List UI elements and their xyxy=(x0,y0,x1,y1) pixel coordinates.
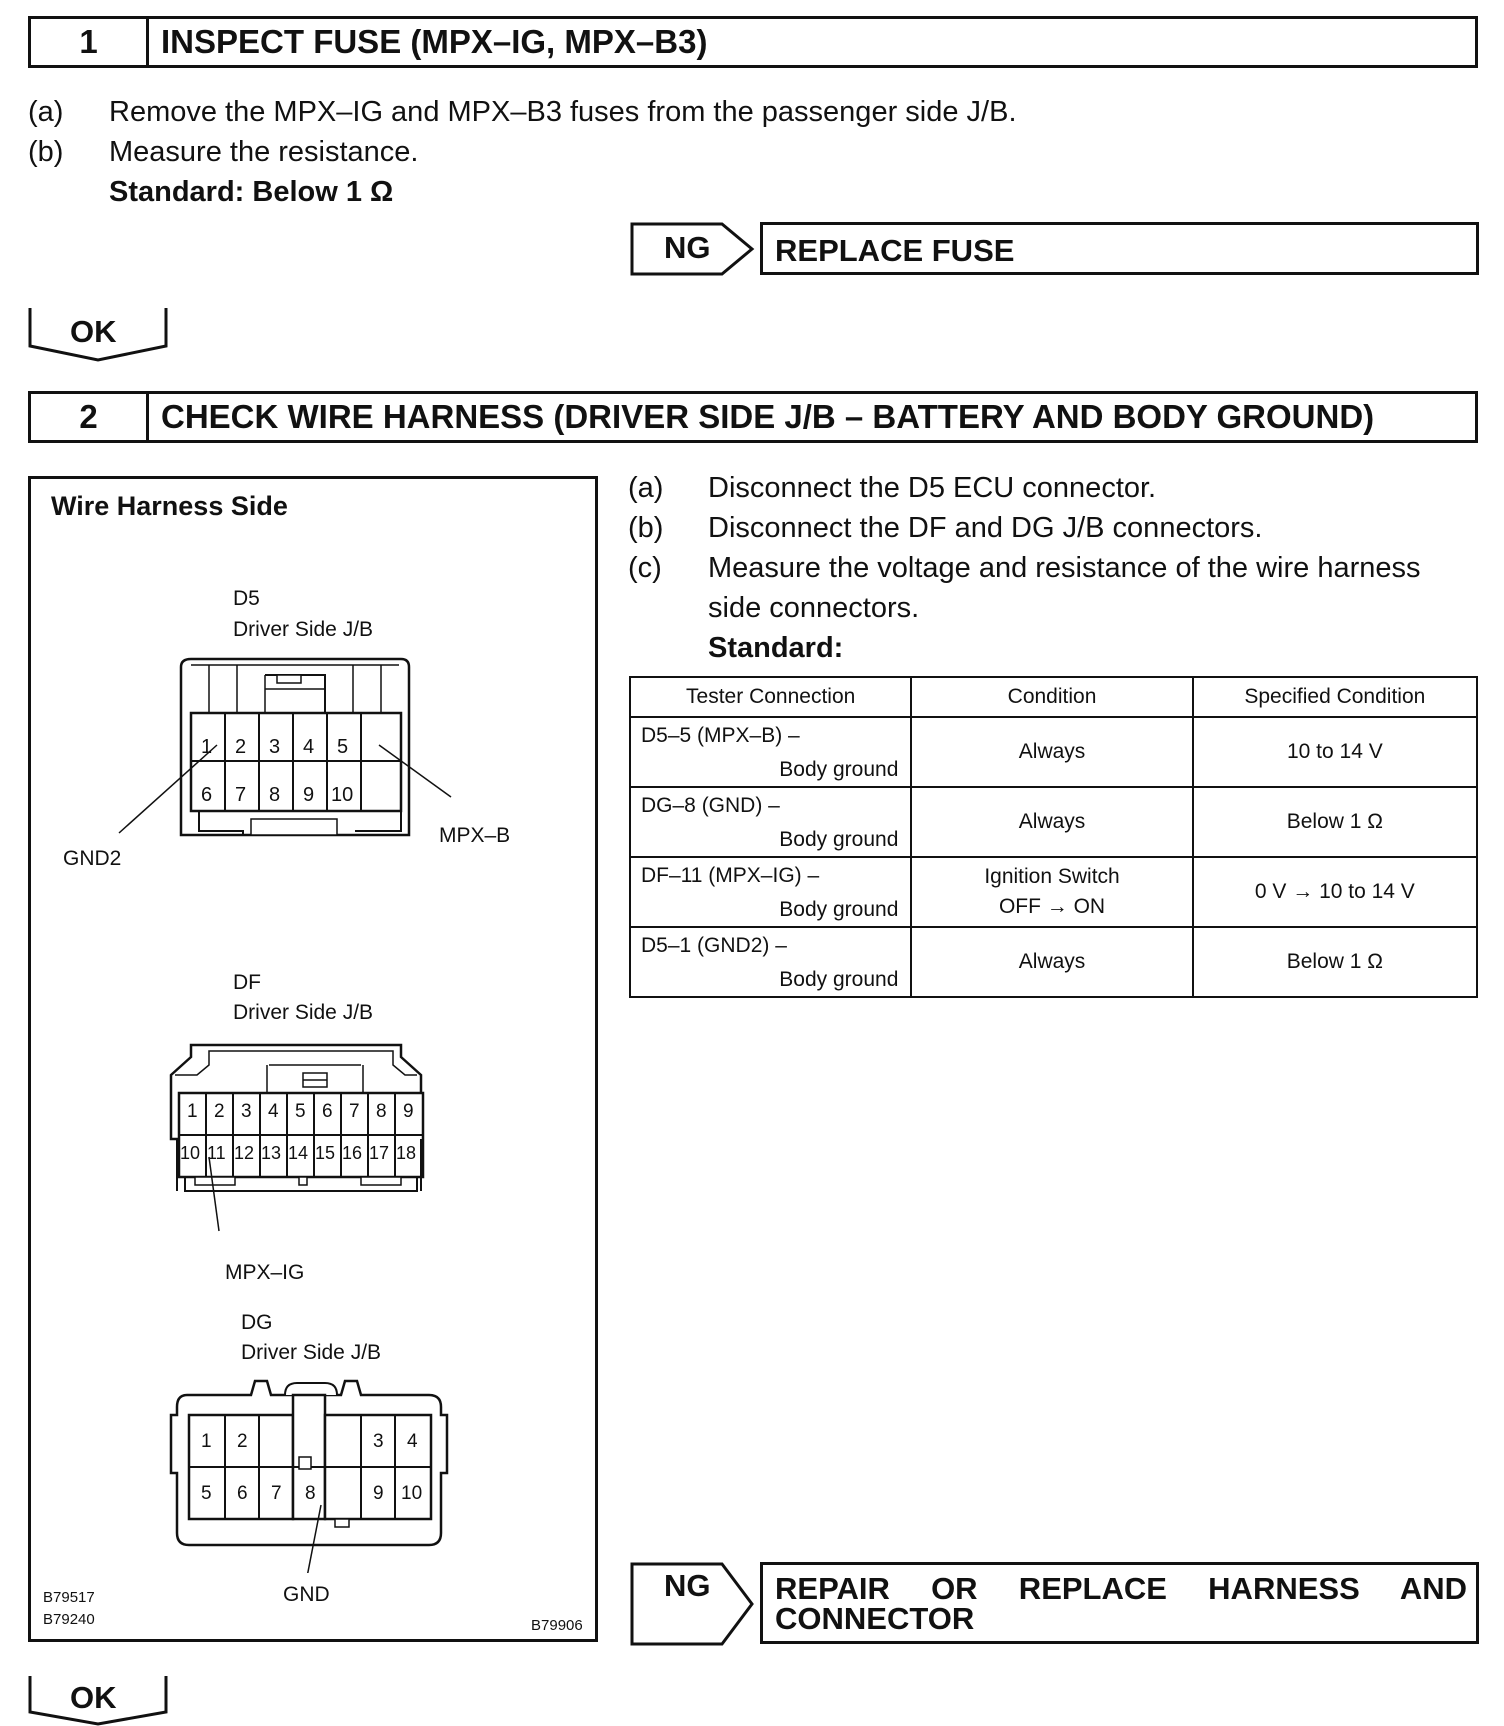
table-cell-connection xyxy=(630,927,911,997)
step2-item-b xyxy=(628,512,1478,548)
d5-pin: 6 xyxy=(201,784,213,806)
figure-code: B79906 xyxy=(531,1617,583,1634)
spec-text: Below 1 Ω xyxy=(1286,810,1383,833)
dg-pin: 6 xyxy=(237,1483,248,1504)
dg-pin: 8 xyxy=(305,1483,316,1504)
table-header: Condition xyxy=(911,677,1192,717)
df-name: DF xyxy=(233,971,261,994)
df-pin: 13 xyxy=(261,1143,282,1163)
step1-title: INSPECT FUSE (MPX–IG, MPX–B3) xyxy=(161,23,708,60)
connection-text: D5–5 (MPX–B) – xyxy=(641,724,800,747)
step2-item-b-text: Disconnect the DF and DG J/B connectors. xyxy=(708,512,1263,544)
df-pin: 10 xyxy=(180,1143,201,1163)
table-cell-spec xyxy=(1193,787,1477,857)
connection-text: D5–1 (GND2) – xyxy=(641,934,787,957)
df-pin: 6 xyxy=(322,1101,333,1122)
d5-pin: 8 xyxy=(269,784,281,806)
figure-code: B79240 xyxy=(43,1611,95,1628)
step2-item-c xyxy=(628,552,1478,628)
df-pin: 11 xyxy=(207,1143,226,1163)
dg-pin: 7 xyxy=(271,1483,282,1504)
d5-pin: 3 xyxy=(269,736,281,758)
step1-item-b-text: Measure the resistance. xyxy=(109,136,419,168)
step1-header xyxy=(28,16,1478,68)
condition-text: OFF → ON xyxy=(998,895,1106,918)
connection-text: Body ground xyxy=(779,828,899,851)
table-cell-condition xyxy=(911,857,1192,927)
dg-pin: 1 xyxy=(201,1431,212,1452)
step1-item-a-text: Remove the MPX–IG and MPX–B3 fuses from the passenger side J/B. xyxy=(109,96,1017,128)
step2-item-c-text2: side connectors. xyxy=(708,592,920,624)
df-pin: 8 xyxy=(376,1101,387,1122)
connection-text: DF–11 (MPX–IG) – xyxy=(641,864,820,887)
step2-ng-result-text: REPAIR OR REPLACE HARNESS AND xyxy=(775,1571,1467,1606)
d5-pin: 4 xyxy=(303,736,315,758)
step1-item-a-label: (a) xyxy=(28,96,64,128)
connection-text: Body ground xyxy=(779,898,899,921)
table-header: Specified Condition xyxy=(1193,677,1477,717)
step1-number: 1 xyxy=(31,19,149,65)
dg-pin: 5 xyxy=(201,1483,212,1504)
condition-text: Always xyxy=(1018,810,1086,833)
condition-text: Always xyxy=(1018,950,1086,973)
table-row xyxy=(630,927,1477,997)
step1-ng-label: NG xyxy=(664,230,711,265)
dg-name: DG xyxy=(241,1311,273,1334)
step2-item-a xyxy=(628,472,1478,508)
step1-item-b xyxy=(28,136,1428,172)
step1-item-b-label: (b) xyxy=(28,136,64,168)
d5-pin: 2 xyxy=(235,736,247,758)
wire-harness-diagram xyxy=(28,476,598,1642)
step2-ng-label: NG xyxy=(664,1568,711,1603)
table-header-row xyxy=(630,677,1477,717)
step2-item-b-label: (b) xyxy=(628,512,664,544)
table-cell-connection xyxy=(630,787,911,857)
step1-standard: Standard: Below 1 Ω xyxy=(109,176,394,208)
table-row xyxy=(630,787,1477,857)
df-pin: 17 xyxy=(369,1143,390,1163)
d5-pin: 5 xyxy=(337,736,349,758)
df-pin: 14 xyxy=(288,1143,309,1163)
df-pin: 16 xyxy=(342,1143,363,1163)
figure-code: B79517 xyxy=(43,1589,95,1606)
diagram-title: Wire Harness Side xyxy=(51,491,288,521)
table-cell-condition xyxy=(911,927,1192,997)
df-pin: 15 xyxy=(315,1143,336,1163)
step2-header xyxy=(28,391,1478,443)
dg-pin: 4 xyxy=(407,1431,418,1452)
d5-label-mpx-b: MPX–B xyxy=(439,824,511,847)
dg-pin: 3 xyxy=(373,1431,384,1452)
table-row xyxy=(630,857,1477,927)
d5-pin: 9 xyxy=(303,784,315,806)
step2-ok-label: OK xyxy=(70,1680,117,1715)
dg-pin: 10 xyxy=(401,1483,423,1504)
table-cell-spec xyxy=(1193,717,1477,787)
dg-sub: Driver Side J/B xyxy=(241,1341,382,1364)
step1-ng-result-text: REPLACE FUSE xyxy=(775,233,1015,268)
df-pin: 4 xyxy=(268,1101,279,1122)
d5-connector xyxy=(31,649,601,849)
dg-pin: 9 xyxy=(373,1483,384,1504)
df-pin: 1 xyxy=(187,1101,198,1122)
table-header: Tester Connection xyxy=(630,677,911,717)
df-pin: 2 xyxy=(214,1101,225,1122)
d5-label-gnd2: GND2 xyxy=(63,847,122,870)
df-pin: 9 xyxy=(403,1101,414,1122)
connection-text: Body ground xyxy=(779,968,899,991)
step2-title: CHECK WIRE HARNESS (DRIVER SIDE J/B – BATTERY AND BODY GROUND) xyxy=(161,398,1375,435)
step2-item-a-text: Disconnect the D5 ECU connector. xyxy=(708,472,1157,504)
spec-table xyxy=(629,676,1478,998)
df-sub: Driver Side J/B xyxy=(233,1001,374,1024)
condition-text: Always xyxy=(1018,740,1086,763)
table-cell-condition xyxy=(911,717,1192,787)
table-cell-spec xyxy=(1193,857,1477,927)
df-pin: 5 xyxy=(295,1101,306,1122)
dg-connector xyxy=(31,1373,601,1573)
df-label-mpx-ig: MPX–IG xyxy=(225,1261,305,1284)
step2-ng-result xyxy=(760,1562,1479,1644)
df-pin: 3 xyxy=(241,1101,252,1122)
table-row xyxy=(630,717,1477,787)
step2-item-c-label: (c) xyxy=(628,552,662,584)
table-cell-connection xyxy=(630,857,911,927)
condition-text: Ignition Switch xyxy=(984,865,1120,888)
d5-name: D5 xyxy=(233,587,260,610)
connection-text: DG–8 (GND) – xyxy=(641,794,780,817)
dg-label-gnd: GND xyxy=(283,1583,330,1606)
d5-pin: 1 xyxy=(201,736,213,758)
spec-text: 10 to 14 V xyxy=(1286,740,1383,763)
step2-item-c-text: Measure the voltage and resistance of the wire harness xyxy=(708,552,1421,584)
step1-item-a xyxy=(28,96,1428,132)
step1-ng-result xyxy=(760,222,1479,275)
step2-number: 2 xyxy=(31,394,149,440)
spec-text: 0 V → 10 to 14 V xyxy=(1254,880,1415,903)
d5-sub: Driver Side J/B xyxy=(233,618,374,641)
d5-pin: 10 xyxy=(331,784,354,806)
dg-pin: 2 xyxy=(237,1431,248,1452)
connection-text: Body ground xyxy=(779,758,899,781)
df-pin: 18 xyxy=(396,1143,417,1163)
step2-ng-result-text: CONNECTOR xyxy=(775,1601,975,1636)
df-pin: 12 xyxy=(234,1143,255,1163)
d5-pin: 7 xyxy=(235,784,247,806)
table-cell-condition xyxy=(911,787,1192,857)
step1-ok-label: OK xyxy=(70,314,117,349)
table-cell-connection xyxy=(630,717,911,787)
df-pin: 7 xyxy=(349,1101,360,1122)
table-cell-spec xyxy=(1193,927,1477,997)
spec-text: Below 1 Ω xyxy=(1286,950,1383,973)
step2-item-a-label: (a) xyxy=(628,472,664,504)
step2-standard: Standard: xyxy=(708,632,844,664)
